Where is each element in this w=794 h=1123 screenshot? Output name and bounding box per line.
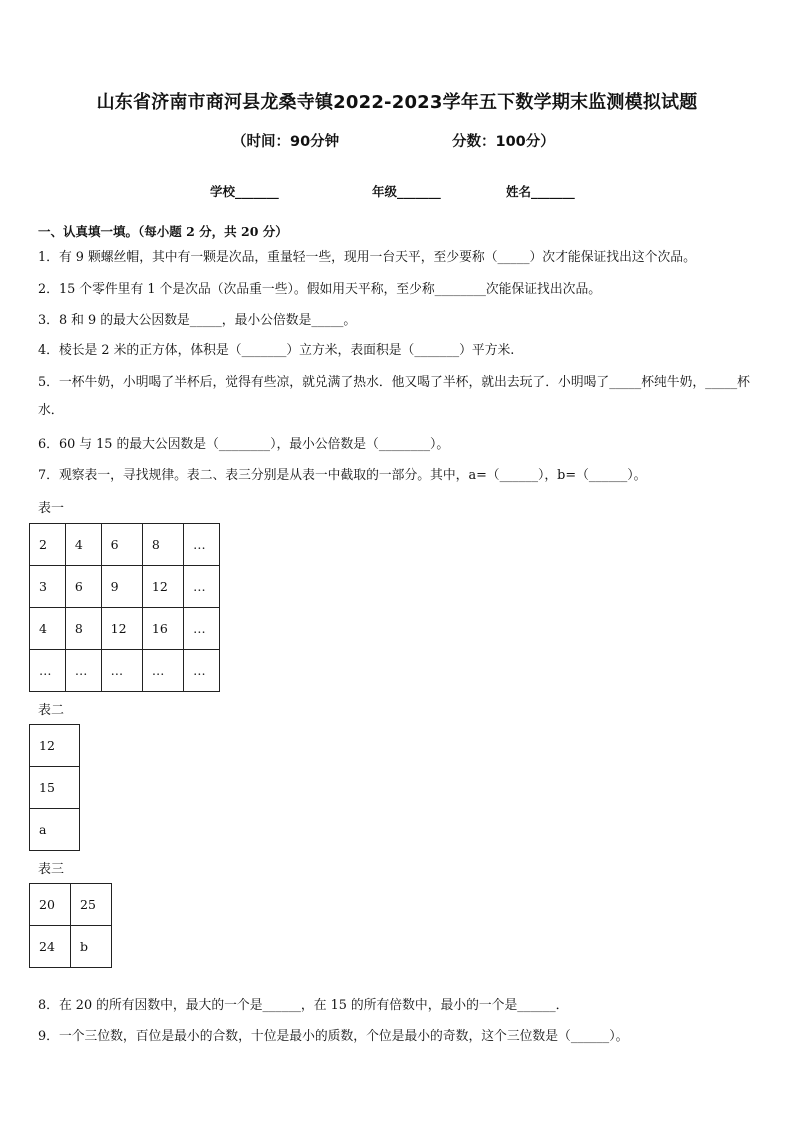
question-7: 7．观察表一，寻找规律。表二、表三分别是从表一中截取的一部分。其中，a=（______），b=（______）。 xyxy=(38,468,647,483)
table-3 xyxy=(29,883,112,968)
table-row xyxy=(30,650,220,692)
question-2: 2．15 个零件里有 1 个是次品（次品重一些）。假如用天平称，至少称________次能保证找出次品。 xyxy=(38,282,602,297)
table-row xyxy=(30,767,80,809)
exam-title: 山东省济南市商河县龙桑寺镇2022-2023学年五下数学期末监测模拟试题 xyxy=(96,92,698,113)
question-4: 4．棱长是 2 米的正方体，体积是（_______）立方米，表面积是（_______）平方米. xyxy=(38,343,515,358)
table-cell: 2 xyxy=(30,524,66,566)
table-cell: 12 xyxy=(101,608,142,650)
table-cell: 16 xyxy=(142,608,183,650)
table-cell: 9 xyxy=(101,566,142,608)
table-cell: 12 xyxy=(30,725,80,767)
school-field[interactable]: 学校_______ xyxy=(210,184,279,199)
question-5: 5．一杯牛奶，小明喝了半杯后，觉得有些凉，就兑满了热水．他又喝了半杯，就出去玩了．小明喝了_____杯纯牛奶，_____杯水． xyxy=(38,375,750,418)
table-cell: … xyxy=(101,650,142,692)
table-row xyxy=(30,725,80,767)
table-cell: … xyxy=(142,650,183,692)
table-row xyxy=(30,926,112,968)
table-cell: 15 xyxy=(30,767,80,809)
table3-label: 表三 xyxy=(38,862,65,877)
table-cell: … xyxy=(184,650,220,692)
table-cell: b xyxy=(71,926,112,968)
table-cell: 12 xyxy=(142,566,183,608)
table-row xyxy=(30,524,220,566)
table-cell: 6 xyxy=(65,566,101,608)
question-1: 1．有 9 颗螺丝帽，其中有一颗是次品，重量轻一些，现用一台天平，至少要称（_____）次才能保证找出这个次品。 xyxy=(38,250,696,265)
table-cell: … xyxy=(184,608,220,650)
table-cell: … xyxy=(30,650,66,692)
table-cell: 4 xyxy=(30,608,66,650)
table-cell: 6 xyxy=(101,524,142,566)
table-cell: … xyxy=(65,650,101,692)
table-cell: 25 xyxy=(71,884,112,926)
table-cell: 20 xyxy=(30,884,71,926)
table-row xyxy=(30,809,80,851)
table-cell: a xyxy=(30,809,80,851)
table-cell: 24 xyxy=(30,926,71,968)
table-cell: 8 xyxy=(142,524,183,566)
question-3: 3．8 和 9 的最大公因数是_____，最小公倍数是_____。 xyxy=(38,313,357,328)
name-field[interactable]: 姓名_______ xyxy=(506,184,575,199)
section-heading: 一、认真填一填。（每小题 2 分，共 20 分） xyxy=(38,224,288,239)
table-cell: 3 xyxy=(30,566,66,608)
table-2 xyxy=(29,724,80,851)
grade-field[interactable]: 年级_______ xyxy=(372,184,441,199)
table2-label: 表二 xyxy=(38,703,65,718)
table-cell: … xyxy=(184,524,220,566)
question-6: 6．60 与 15 的最大公因数是（________），最小公倍数是（________）。 xyxy=(38,437,450,452)
table-row xyxy=(30,566,220,608)
exam-score: 分数：100分） xyxy=(452,134,555,150)
table-row xyxy=(30,884,112,926)
table-cell: … xyxy=(184,566,220,608)
table-cell: 8 xyxy=(65,608,101,650)
table-1 xyxy=(29,523,220,692)
question-9: 9．一个三位数，百位是最小的合数，十位是最小的质数，个位是最小的奇数，这个三位数是（______）。 xyxy=(38,1029,629,1044)
exam-time: （时间：90分钟 xyxy=(232,134,340,150)
table-cell: 4 xyxy=(65,524,101,566)
table-row xyxy=(30,608,220,650)
table1-label: 表一 xyxy=(38,501,65,516)
question-8: 8．在 20 的所有因数中，最大的一个是______，在 15 的所有倍数中，最小的一个是______． xyxy=(38,998,569,1013)
